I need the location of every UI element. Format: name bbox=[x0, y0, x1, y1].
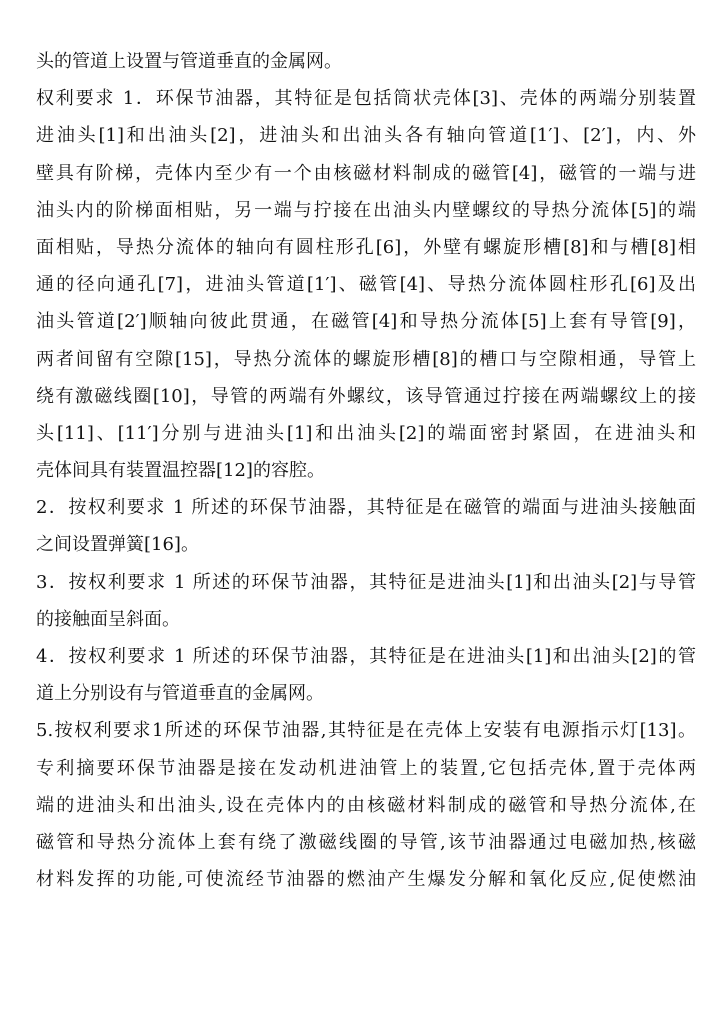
text-line: 通的径向通孔[7]，进油头管道[1′]、磁管[4]、导热分流体圆柱形孔[6]及出 bbox=[36, 274, 696, 296]
text-line: 壁具有阶梯，壳体内至少有一个由核磁材料制成的磁管[4]，磁管的一端与进 bbox=[36, 162, 696, 184]
text-line: 进油头[1]和出油头[2]，进油头和出油头各有轴向管道[1′]、[2′]，内、外 bbox=[36, 125, 696, 147]
text-line: 两者间留有空隙[15]，导热分流体的螺旋形槽[8]的槽口与空隙相通，导管上 bbox=[36, 348, 696, 370]
text-line: 壳体间具有装置温控器[12]的容腔。 bbox=[36, 460, 325, 482]
document-page bbox=[36, 52, 696, 907]
text-line: 油头管道[2′]顺轴向彼此贯通，在磁管[4]和导热分流体[5]上套有导管[9]， bbox=[36, 311, 696, 333]
text-line: 专利摘要环保节油器是接在发动机进油管上的装置,它包括壳体,置于壳体两 bbox=[36, 757, 696, 779]
text-line: 2．按权利要求 1 所述的环保节油器，其特征是在磁管的端面与进油头接触面 bbox=[36, 497, 696, 519]
text-line: 之间设置弹簧[16]。 bbox=[36, 534, 199, 556]
text-line: 面相贴，导热分流体的轴向有圆柱形孔[6]，外壁有螺旋形槽[8]和与槽[8]相 bbox=[36, 236, 696, 258]
text-line: 头的管道上设置与管道垂直的金属网。 bbox=[36, 51, 342, 72]
text-line: 4．按权利要求 1 所述的环保节油器，其特征是在进油头[1]和出油头[2]的管 bbox=[36, 646, 696, 667]
text-line: 5.按权利要求1所述的环保节油器,其特征是在壳体上安装有电源指示灯[13]。 bbox=[36, 720, 696, 742]
text-line: 的接触面呈斜面。 bbox=[36, 608, 180, 630]
text-line: 材料发挥的功能,可使流经节油器的燃油产生爆发分解和氧化反应,促使燃油 bbox=[36, 869, 696, 891]
text-line: 端的进油头和出油头,设在壳体内的由核磁材料制成的磁管和导热分流体,在 bbox=[36, 794, 696, 816]
text-line: 油头内的阶梯面相贴，另一端与拧接在出油头内壁螺纹的导热分流体[5]的端 bbox=[36, 199, 696, 221]
text-line: 道上分别设有与管道垂直的金属网。 bbox=[36, 683, 324, 705]
text-line: 磁管和导热分流体上套有绕了激磁线圈的导管,该节油器通过电磁加热,核磁 bbox=[36, 831, 696, 853]
text-line: 头[11]、[11′]分别与进油头[1]和出油头[2]的端面密封紧固，在进油头和 bbox=[36, 422, 696, 444]
text-line: 权利要求 1．环保节油器，其特征是包括筒状壳体[3]、壳体的两端分别装置 bbox=[36, 88, 696, 110]
text-line: 3．按权利要求 1 所述的环保节油器，其特征是进油头[1]和出油头[2]与导管 bbox=[36, 571, 696, 593]
text-line: 绕有激磁线圈[10]，导管的两端有外螺纹，该导管通过拧接在两端螺纹上的接 bbox=[36, 385, 696, 407]
